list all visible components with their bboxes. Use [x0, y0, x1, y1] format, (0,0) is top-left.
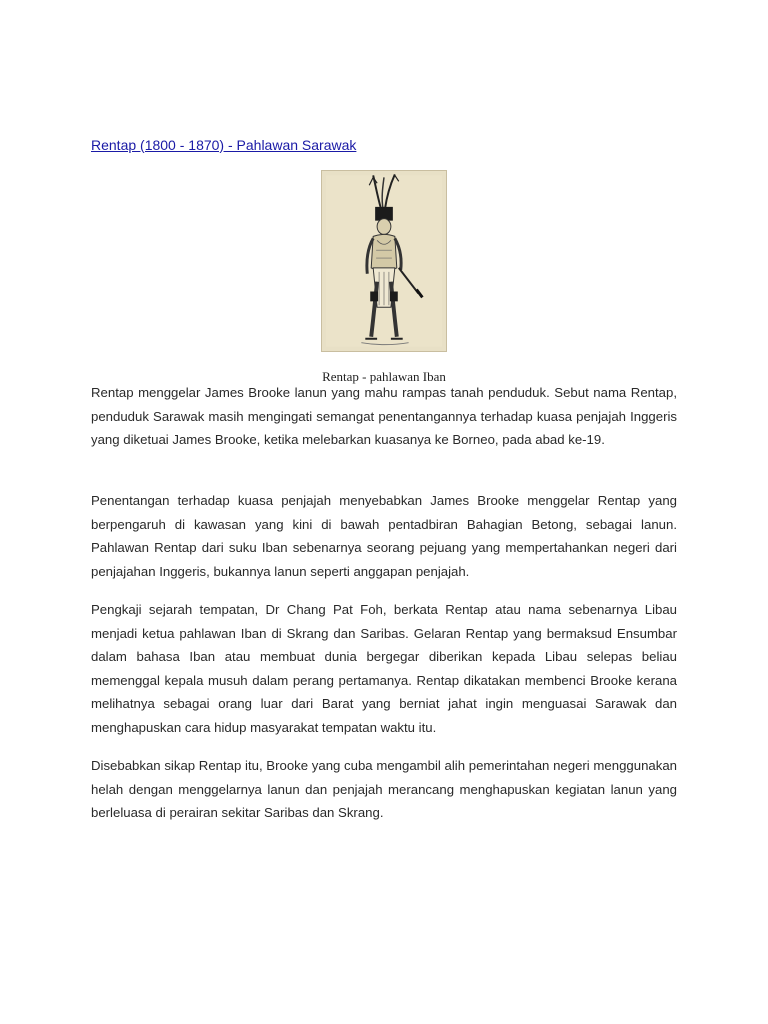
paragraph-1: Rentap menggelar James Brooke lanun yang mahu rampas tanah penduduk. Sebut nama Rentap, penduduk Sarawak masih mengingati semangat penentangannya terhadap kuasa penjajah Inggeris yang diketuai James Brooke, ketika melebarkan kuasanya ke Borneo, pada abad ke-19.: [91, 385, 677, 447]
document-page: [91, 0, 677, 1024]
paragraph-3: Pengkaji sejarah tempatan, Dr Chang Pat Foh, berkata Rentap atau nama sebenarnya Libau menjadi ketua pahlawan Iban di Skrang dan Saribas. Gelaran Rentap yang bermaksud Ensumbar dalam bahasa Iban atau membuat dunia bergegar diberikan kepada Libau selepas beliau memenggal kepala musuh dalam perang pertamanya. Rentap dikatakan membenci Brooke kerana melihatnya sebagai orang luar dari Barat yang berniat jahat ingin menguasai Sarawak dan menghapuskan cara hidup masyarakat tempatan waktu itu.: [91, 602, 677, 735]
article-title-link[interactable]: Rentap (1800 - 1870) - Pahlawan Sarawak: [91, 137, 357, 153]
warrior-sketch-icon: [322, 171, 446, 351]
figure-caption: Rentap - pahlawan Iban: [322, 369, 446, 384]
paragraph-2: Penentangan terhadap kuasa penjajah menyebabkan James Brooke menggelar Rentap yang berpengaruh di kawasan yang kini di bawah pentadbiran Bahagian Betong, sebagai lanun. Pahlawan Rentap dari suku Iban sebenarnya seorang pejuang yang mempertahankan negeri dari penjajahan Inggeris, bukannya lanun seperti anggapan penjajah.: [91, 493, 677, 579]
paragraph-4: Disebabkan sikap Rentap itu, Brooke yang cuba mengambil alih pemerintahan negeri menggunakan helah dengan menggelarnya lanun dan penjajah merancang menghapuskan kegiatan lanun yang berleluasa di perairan sekitar Saribas dan Skrang.: [91, 758, 677, 820]
warrior-sketch-image: [321, 170, 447, 352]
